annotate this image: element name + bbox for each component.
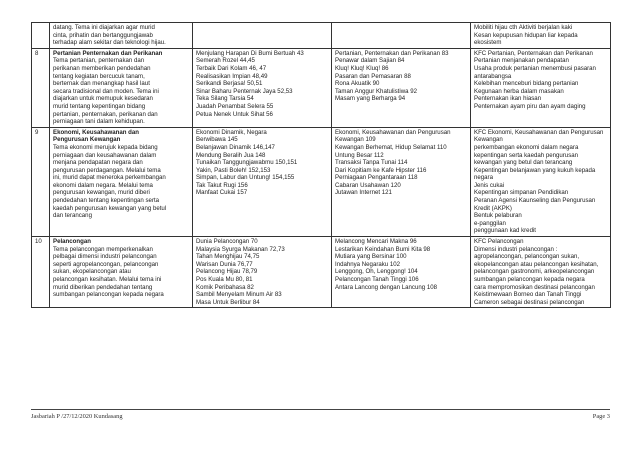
cell-text-line: secara tradisional dan moden. Tema ini xyxy=(53,87,159,95)
cell-text-line: Sinar Baharu Penternak Jaya 52,53 xyxy=(196,87,293,95)
cell-text-line: penggunaan kad kredit xyxy=(474,227,537,235)
cell-text-line: Terbaik Dari Kolam 46, 47 xyxy=(196,64,267,72)
cell-text-line: Pertanian menjanakan pendapatan xyxy=(474,57,569,65)
row-number: 8 xyxy=(32,48,50,127)
table-cell xyxy=(471,48,611,127)
table-cell xyxy=(471,127,611,236)
table-cell xyxy=(332,48,471,127)
cell-text-line: Kepentingan simpanan Pendidikan xyxy=(474,189,569,197)
cell-text-line: negara xyxy=(474,174,493,182)
cell-text-line: berternak dan menangkap hasil laut xyxy=(53,80,150,88)
cell-text-line: kewangan yang betul dan terancang xyxy=(474,159,573,167)
cell-text-line: Pos Kuala Mu 80, 81 xyxy=(196,276,253,283)
cell-text-line: Pertanian, Penternakan dan Perikanan 83 xyxy=(335,49,449,57)
cell-text-line: KFC Ekonomi, Keusahawanan dan Pengurusan xyxy=(474,128,604,136)
cell-text-line: Cameron sebagai destinasi pelancongan xyxy=(474,298,585,306)
cell-text-line: Melancong Mencari Makna 96 xyxy=(335,238,417,246)
cell-text-line: seperti agropelancongan, pelancongan xyxy=(53,260,159,268)
table-cell xyxy=(332,127,471,236)
cell-text-line: Untung Besar 112 xyxy=(335,151,384,159)
cell-text-line: pertanian, penternakan, perikanan dan xyxy=(53,110,158,118)
cell-text-line: Lestarikan Keindahan Bumi Kita 98 xyxy=(335,245,431,253)
cell-text-line: Ekonomi Dinamik, Negara xyxy=(196,128,267,136)
cell-text-line: Tema ekonomi merujuk kepada bidang xyxy=(53,143,158,151)
cell-text-line: kaedah pengurusan kewangan yang betul xyxy=(53,204,167,212)
cell-text-line: Kelebihan menceburi bidang pertanian xyxy=(474,80,579,88)
cell-text-line: Peranan Agensi Kaunseling dan Pengurusan xyxy=(474,197,596,205)
cell-text-line: Jutawan Internet 121 xyxy=(335,189,392,197)
footer-page-number: Page 3 xyxy=(592,413,610,420)
cell-text-line: Ekonomi, Keusahawanan dan Pengurusan xyxy=(335,128,451,136)
curriculum-table xyxy=(31,22,611,308)
cell-theme-title: Pelancongan xyxy=(53,238,91,246)
cell-text-line: sumbangan pelancongan kepada negara xyxy=(53,291,164,299)
cell-theme-title: Ekonomi, Keusahawanan dan xyxy=(53,128,140,136)
cell-text-line: Bentuk pelaburan xyxy=(474,212,522,220)
cell-text-line: Pelancong Hijau 78,79 xyxy=(196,268,258,276)
table-cell xyxy=(50,127,193,236)
cell-text-line: kepentingan serta kaedah pengurusan xyxy=(474,151,579,159)
cell-text-line: Perniagaan Pengantaraan 118 xyxy=(335,174,418,182)
table-cell xyxy=(50,237,193,308)
row-number xyxy=(32,23,50,49)
cell-text-line: Tema pertanian, penternakan dan xyxy=(53,57,145,65)
table-cell xyxy=(471,23,611,49)
cell-text-line: Taman Anggur Khatulistiwa 92 xyxy=(335,87,417,95)
cell-text-line: Malaysia Syurga Makanan 72,73 xyxy=(196,245,285,253)
cell-text-line: ekosistem xyxy=(474,39,502,47)
cell-text-line: pelbagai dimensi industri pelancongan xyxy=(53,253,157,261)
cell-text-line: Tema pelancongan memperkenalkan xyxy=(53,245,153,253)
cell-text-line: Simpan, Labur dan Untung! 154,155 xyxy=(196,174,295,182)
cell-text-line: perniagaan tani dalam kehidupan. xyxy=(53,118,145,126)
cell-text-line: Warisan Dunia 76,77 xyxy=(196,260,253,268)
cell-text-line: Keistimewaan Borneo dan Tanah Tinggi xyxy=(474,291,582,299)
cell-text-line: Dunia Pelancongan 70 xyxy=(196,238,258,246)
table-cell xyxy=(193,23,332,49)
cell-text-line: Semerah Rozel 44,45 xyxy=(196,57,255,65)
cell-text-line: Cabaran Usahawan 120 xyxy=(335,181,401,189)
cell-text-line: Tahan Menghijau 74,75 xyxy=(196,253,260,261)
cell-text-line: Indahnya Negaraku 102 xyxy=(335,260,401,268)
cell-text-line: Kredit (AKPK) xyxy=(474,204,512,212)
cell-text-line: Kewangan Berhemat, Hidup Selamat 110 xyxy=(335,143,447,151)
table-row xyxy=(32,23,611,49)
cell-text-line: murid tentang kepentingan bidang xyxy=(53,102,146,110)
cell-text-line: Mobiliti hijau cth Aktiviti berjalan kaki xyxy=(474,24,573,31)
cell-text-line: Sambil Menyelam Minum Air 83 xyxy=(196,291,282,299)
cell-text-line: cinta, prihatin dan bertanggungjawab xyxy=(53,31,153,39)
cell-text-line: sukan, ekopelancongan atau xyxy=(53,268,131,276)
cell-text-line: Komik Peribahasa 82 xyxy=(196,283,254,291)
table-cell xyxy=(332,23,471,49)
table-cell xyxy=(332,237,471,308)
cell-text-line: Masam yang Berharga 94 xyxy=(335,95,406,103)
cell-text-line: KFC Pertanian, Penternakan dan Perikanan xyxy=(474,49,593,57)
cell-text-line: Rona Akuatik 90 xyxy=(335,80,380,88)
table-cell xyxy=(193,127,332,236)
cell-text-line: Tak Takut Rugi 156 xyxy=(196,181,248,189)
cell-text-line: pelancongan gastronomi, arkeopelancongan xyxy=(474,268,595,276)
cell-text-line: Kepentingan belanjawan yang kukuh kepada xyxy=(474,166,596,174)
cell-text-line: Masa Untuk Berlibur 84 xyxy=(196,298,260,306)
cell-theme-title: Pengurusan Kewangan xyxy=(53,136,121,144)
cell-text-line: tentang kegiatan bercucuk tanam, xyxy=(53,72,145,80)
cell-text-line: pelancongan kesihatan. Melalui tema ini xyxy=(53,276,162,283)
cell-text-line: Kluq! Kluq! Kluq! 86 xyxy=(335,64,389,72)
table-cell xyxy=(50,48,193,127)
cell-text-line: antarabangsa xyxy=(474,72,512,80)
cell-text-line: ini, murid dapat meneroka perkembangan xyxy=(53,174,166,182)
cell-text-line: e-panggilan xyxy=(474,219,506,227)
table-row xyxy=(32,127,611,236)
cell-text-line: Usaha produk pertanian menembusi pasaran xyxy=(474,64,596,72)
row-number: 10 xyxy=(32,237,50,308)
row-number: 9 xyxy=(32,127,50,236)
cell-text-line: Serikandi Berjasa! 50,51 xyxy=(196,80,263,88)
cell-text-line: terhadap alam sekitar dan teknologi hijau. xyxy=(53,39,166,47)
cell-text-line: Yakin, Pasti Boleh! 152,153 xyxy=(196,166,271,174)
cell-text-line: Mendung Beralih Jua 148 xyxy=(196,151,266,159)
cell-text-line: Teka Silang Tarsia 54 xyxy=(196,95,254,103)
cell-text-line: datang. Tema ini diajarkan agar murid xyxy=(53,24,155,31)
cell-text-line: KFC Pelancongan xyxy=(474,238,524,246)
cell-text-line: Mutiara yang Bersinar 100 xyxy=(335,253,407,261)
table-cell xyxy=(193,48,332,127)
cell-text-line: Belanjawan Dinamik 146,147 xyxy=(196,143,275,151)
cell-text-line: perkembangan ekonomi dalam negara xyxy=(474,143,579,151)
cell-text-line: sumbangan pelancongan kepada negara xyxy=(474,276,585,283)
cell-text-line: Menjulang Harapan Di Bumi Bertuah 43 xyxy=(196,49,304,57)
cell-text-line: Dari Kopitiam ke Kafe Hipster 116 xyxy=(335,166,427,174)
page-footer xyxy=(31,409,610,420)
cell-text-line: Penternakan ikan hiasan xyxy=(474,95,542,103)
cell-theme-title: Pertanian Penternakan dan Perikanan xyxy=(53,49,163,57)
cell-text-line: Petua Nenek Untuk Sihat 56 xyxy=(196,110,273,118)
cell-text-line: Penternakan ayam piru dan ayam daging xyxy=(474,102,586,110)
cell-text-line: diajarkan untuk memupuk kesedaran xyxy=(53,95,153,103)
cell-text-line: pengurusan kewangan, murid diberi xyxy=(53,189,150,197)
cell-text-line: pendedahan tentang kepentingan serta xyxy=(53,197,160,205)
cell-text-line: murid diberikan pendedahan tentang xyxy=(53,283,153,291)
cell-text-line: menjana pendapatan negara dan xyxy=(53,159,143,167)
footer-author: Jasbariah P /27/12/2020 Kundasang xyxy=(31,413,123,420)
cell-text-line: cara mempromosikan destinasi pelancongan xyxy=(474,283,595,291)
table-cell xyxy=(193,237,332,308)
table-row xyxy=(32,48,611,127)
cell-text-line: Kesan kepupusan hidupan liar kepada xyxy=(474,31,578,39)
cell-text-line: Lenggong, Oh, Lenggong! 104 xyxy=(335,268,418,276)
cell-text-line: Kegunaan herba dalam masakan xyxy=(474,87,564,95)
cell-text-line: Pelancongan Tanah Tinggi 106 xyxy=(335,276,419,283)
cell-text-line: Realisasikan Impian 48,49 xyxy=(196,72,268,80)
cell-text-line: agropelancongan, pelancongan sukan, xyxy=(474,253,580,261)
cell-text-line: dan terancang xyxy=(53,212,92,220)
cell-text-line: perikanan memberikan pendedahan xyxy=(53,64,151,72)
cell-text-line: Penawar dalam Sajian 84 xyxy=(335,57,405,65)
table-cell xyxy=(50,23,193,49)
cell-text-line: Kewangan 109 xyxy=(335,136,376,144)
cell-text-line: Manfaat Cukai 157 xyxy=(196,189,248,197)
cell-text-line: Berwibawa 145 xyxy=(196,136,238,144)
cell-text-line: Transaksi Tanpa Tunai 114 xyxy=(335,159,408,167)
cell-text-line: Tunaikan Tanggungjawabmu 150,151 xyxy=(196,159,298,167)
table-cell xyxy=(471,237,611,308)
cell-text-line: Jenis cukai xyxy=(474,181,505,189)
cell-text-line: Pasaran dan Pemasaran 88 xyxy=(335,72,411,80)
cell-text-line: Kewangan xyxy=(474,136,503,144)
cell-text-line: pengurusan perdagangan. Melalui tema xyxy=(53,166,161,174)
cell-text-line: Antara Lancong dengan Lancung 108 xyxy=(335,283,437,291)
cell-text-line: ekopelancongan atau pelancongan kesihatan, xyxy=(474,260,599,268)
cell-text-line: Dimensi industri pelancongan : xyxy=(474,245,558,253)
cell-text-line: perniagaan dan keusahawanan dalam xyxy=(53,151,157,159)
table-row xyxy=(32,237,611,308)
cell-text-line: Juadah Penambat Selera 55 xyxy=(196,102,274,110)
cell-text-line: ekonomi dalam negara. Melalui tema xyxy=(53,181,153,189)
